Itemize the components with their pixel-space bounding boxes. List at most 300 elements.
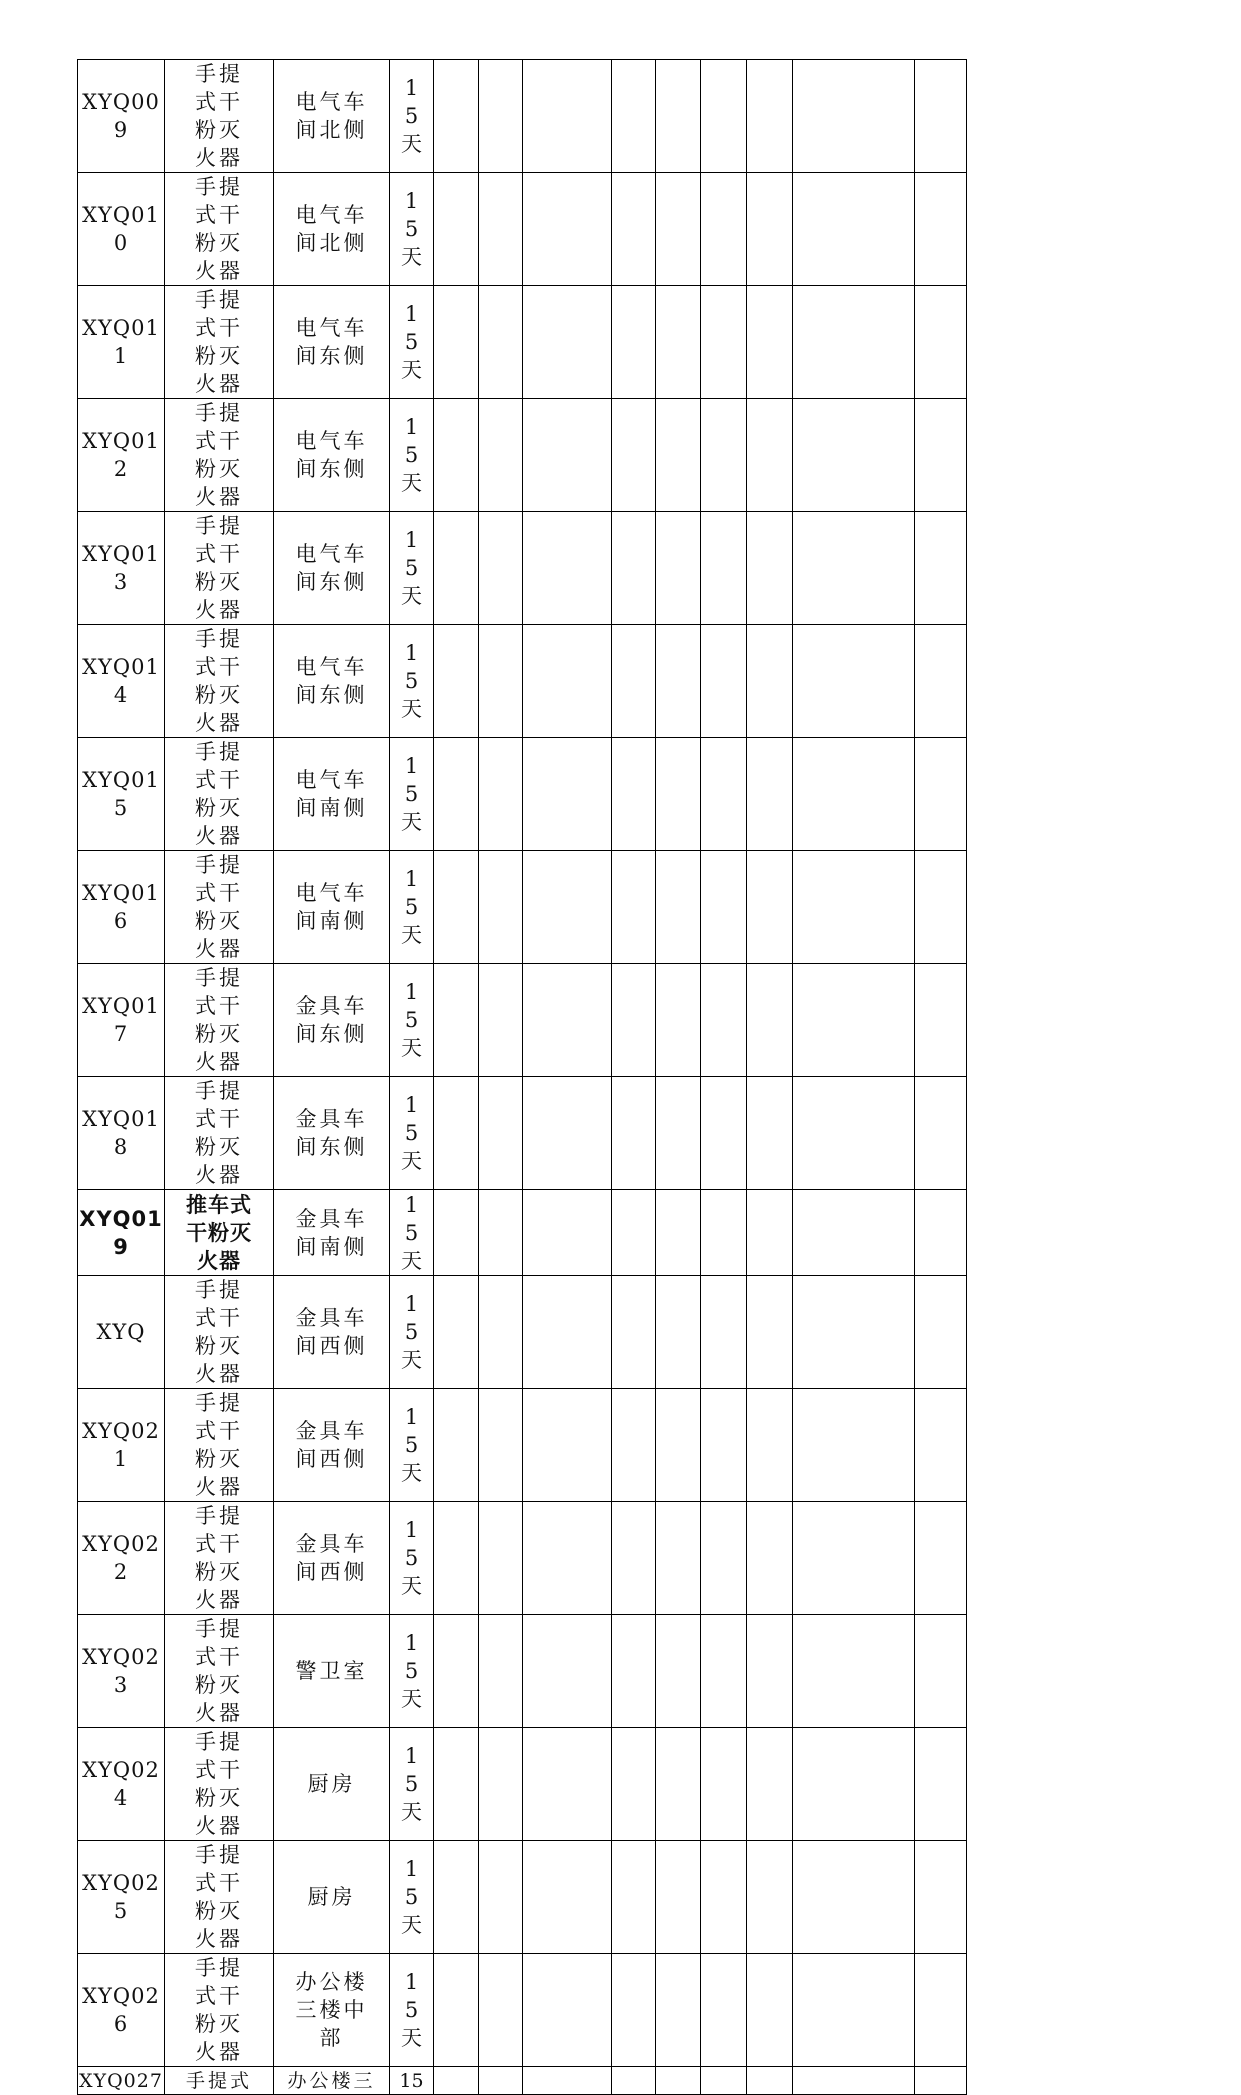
- location-cell: [274, 60, 390, 173]
- record-cell: [915, 173, 967, 286]
- inspection-period-cell-text: 15天: [401, 76, 422, 156]
- inspection-period-cell-text: 15天: [401, 1093, 422, 1173]
- record-cell: [434, 964, 479, 1077]
- extinguisher-type-cell: [165, 1954, 274, 2067]
- record-cell: [434, 60, 479, 173]
- record-cell: [479, 851, 523, 964]
- equipment-code-cell-text: XYQ025: [82, 1871, 160, 1923]
- record-cell: [701, 1502, 747, 1615]
- table-row: [78, 625, 967, 738]
- location-cell-text: 金具车间东侧: [295, 994, 368, 1046]
- inspection-period-cell: [390, 2067, 434, 2095]
- extinguisher-type-cell: [165, 1502, 274, 1615]
- equipment-code-cell-text: XYQ013: [82, 542, 160, 594]
- location-cell-text: 办公楼三: [287, 2069, 376, 2092]
- equipment-code-cell: [78, 1190, 165, 1276]
- extinguisher-type-cell: [165, 512, 274, 625]
- record-cell: [747, 1077, 793, 1190]
- record-cell: [747, 173, 793, 286]
- location-cell: [274, 1954, 390, 2067]
- record-cell: [523, 1190, 612, 1276]
- table-row: [78, 1502, 967, 1615]
- record-cell: [656, 1190, 701, 1276]
- record-cell: [479, 1841, 523, 1954]
- record-cell: [747, 1389, 793, 1502]
- location-cell-text: 电气车间北侧: [295, 90, 368, 142]
- extinguisher-type-cell: [165, 1190, 274, 1276]
- extinguisher-type-cell-text: 手提式干粉灭火器: [195, 1730, 243, 1838]
- equipment-code-cell-text: XYQ018: [82, 1107, 160, 1159]
- inspection-period-cell-text: 15天: [401, 1518, 422, 1598]
- extinguisher-type-cell-text: 推车式干粉灭火器: [186, 1192, 252, 1273]
- record-cell: [915, 1190, 967, 1276]
- record-cell: [915, 1077, 967, 1190]
- equipment-code-cell-text: XYQ019: [79, 1206, 163, 1259]
- record-cell: [793, 1954, 915, 2067]
- record-cell: [701, 1615, 747, 1728]
- record-cell: [612, 1954, 656, 2067]
- record-cell: [915, 1502, 967, 1615]
- record-cell: [479, 1077, 523, 1190]
- location-cell: [274, 399, 390, 512]
- location-cell: [274, 1077, 390, 1190]
- extinguisher-type-cell-text: 手提式干粉灭火器: [195, 1617, 243, 1725]
- record-cell: [656, 851, 701, 964]
- record-cell: [701, 738, 747, 851]
- inspection-period-cell: [390, 173, 434, 286]
- inspection-period-cell: [390, 512, 434, 625]
- table-row: [78, 286, 967, 399]
- equipment-code-cell: [78, 851, 165, 964]
- location-cell-text: 金具车间西侧: [295, 1532, 368, 1584]
- record-cell: [793, 851, 915, 964]
- record-cell: [656, 625, 701, 738]
- record-cell: [915, 1954, 967, 2067]
- table-row: [78, 1389, 967, 1502]
- record-cell: [479, 1276, 523, 1389]
- record-cell: [747, 1728, 793, 1841]
- inspection-period-cell-text: 15天: [401, 1405, 422, 1485]
- record-cell: [479, 60, 523, 173]
- extinguisher-type-cell-text: 手提式干粉灭火器: [195, 627, 243, 735]
- record-cell: [523, 625, 612, 738]
- record-cell: [612, 512, 656, 625]
- record-cell: [747, 1615, 793, 1728]
- equipment-code-cell-text: XYQ026: [82, 1984, 160, 2036]
- record-cell: [747, 512, 793, 625]
- record-cell: [479, 399, 523, 512]
- extinguisher-type-cell: [165, 1615, 274, 1728]
- inspection-period-cell: [390, 1389, 434, 1502]
- record-cell: [747, 286, 793, 399]
- inspection-period-cell: [390, 964, 434, 1077]
- record-cell: [701, 1077, 747, 1190]
- location-cell: [274, 964, 390, 1077]
- record-cell: [612, 286, 656, 399]
- record-cell: [656, 1502, 701, 1615]
- record-cell: [747, 1954, 793, 2067]
- extinguisher-type-cell-text: 手提式干粉灭火器: [195, 966, 243, 1074]
- record-cell: [701, 399, 747, 512]
- equipment-code-cell-text: XYQ027: [79, 2069, 163, 2092]
- location-cell: [274, 173, 390, 286]
- inspection-period-cell: [390, 1615, 434, 1728]
- record-cell: [701, 2067, 747, 2095]
- record-cell: [656, 2067, 701, 2095]
- record-cell: [612, 1077, 656, 1190]
- location-cell: [274, 1502, 390, 1615]
- record-cell: [612, 625, 656, 738]
- record-cell: [434, 512, 479, 625]
- extinguisher-type-cell: [165, 286, 274, 399]
- record-cell: [793, 625, 915, 738]
- record-cell: [793, 1276, 915, 1389]
- location-cell: [274, 512, 390, 625]
- equipment-code-cell: [78, 60, 165, 173]
- record-cell: [523, 173, 612, 286]
- record-cell: [747, 1841, 793, 1954]
- record-cell: [656, 1841, 701, 1954]
- equipment-code-cell-text: XYQ011: [82, 316, 160, 368]
- inspection-period-cell: [390, 738, 434, 851]
- record-cell: [793, 964, 915, 1077]
- location-cell: [274, 2067, 390, 2095]
- inspection-period-cell-text: 15天: [401, 415, 422, 495]
- equipment-code-cell-text: XYQ: [96, 1320, 146, 1344]
- equipment-code-cell-text: XYQ010: [82, 203, 160, 255]
- record-cell: [434, 286, 479, 399]
- record-cell: [915, 1389, 967, 1502]
- record-cell: [523, 1276, 612, 1389]
- extinguisher-type-cell-text: 手提式干粉灭火器: [195, 853, 243, 961]
- inspection-period-cell-text: 15天: [401, 1631, 422, 1711]
- extinguisher-type-cell: [165, 2067, 274, 2095]
- record-cell: [612, 1615, 656, 1728]
- location-cell: [274, 738, 390, 851]
- record-cell: [612, 1190, 656, 1276]
- equipment-code-cell: [78, 1502, 165, 1615]
- location-cell: [274, 625, 390, 738]
- extinguisher-type-cell: [165, 1276, 274, 1389]
- equipment-code-cell-text: XYQ023: [82, 1645, 160, 1697]
- extinguisher-type-cell-text: 手提式干粉灭火器: [195, 62, 243, 170]
- inspection-period-cell-text: 15天: [401, 1970, 422, 2050]
- equipment-code-cell-text: XYQ024: [82, 1758, 160, 1810]
- record-cell: [479, 286, 523, 399]
- record-cell: [793, 2067, 915, 2095]
- record-cell: [479, 1190, 523, 1276]
- record-cell: [656, 1077, 701, 1190]
- location-cell-text: 电气车间南侧: [295, 881, 368, 933]
- record-cell: [656, 964, 701, 1077]
- record-cell: [479, 512, 523, 625]
- table-row: [78, 1954, 967, 2067]
- record-cell: [434, 738, 479, 851]
- record-cell: [701, 1276, 747, 1389]
- record-cell: [434, 173, 479, 286]
- record-cell: [434, 1276, 479, 1389]
- extinguisher-type-cell: [165, 1841, 274, 1954]
- equipment-code-cell-text: XYQ017: [82, 994, 160, 1046]
- record-cell: [656, 1276, 701, 1389]
- record-cell: [523, 512, 612, 625]
- record-cell: [701, 1954, 747, 2067]
- record-cell: [612, 738, 656, 851]
- location-cell: [274, 1615, 390, 1728]
- record-cell: [612, 1841, 656, 1954]
- location-cell-text: 金具车间西侧: [295, 1419, 368, 1471]
- record-cell: [793, 1502, 915, 1615]
- record-cell: [747, 851, 793, 964]
- equipment-code-cell-text: XYQ012: [82, 429, 160, 481]
- inspection-period-cell-text: 15天: [401, 189, 422, 269]
- inspection-period-cell-text: 15天: [401, 1192, 422, 1273]
- record-cell: [793, 1841, 915, 1954]
- inspection-period-cell: [390, 851, 434, 964]
- location-cell: [274, 1190, 390, 1276]
- table-row: [78, 1615, 967, 1728]
- extinguisher-type-cell: [165, 738, 274, 851]
- record-cell: [479, 173, 523, 286]
- record-cell: [612, 1728, 656, 1841]
- record-cell: [523, 1077, 612, 1190]
- record-cell: [434, 1077, 479, 1190]
- location-cell-text: 金具车间南侧: [295, 1206, 368, 1259]
- record-cell: [701, 1389, 747, 1502]
- record-cell: [915, 1276, 967, 1389]
- location-cell-text: 电气车间南侧: [295, 768, 368, 820]
- inspection-period-cell: [390, 1077, 434, 1190]
- record-cell: [434, 1841, 479, 1954]
- record-cell: [915, 738, 967, 851]
- record-cell: [793, 1190, 915, 1276]
- record-cell: [747, 2067, 793, 2095]
- record-cell: [479, 1615, 523, 1728]
- record-cell: [656, 1954, 701, 2067]
- record-cell: [793, 1077, 915, 1190]
- record-cell: [612, 173, 656, 286]
- inspection-period-cell: [390, 286, 434, 399]
- record-cell: [434, 1954, 479, 2067]
- equipment-code-cell: [78, 1954, 165, 2067]
- extinguisher-type-cell-text: 手提式干粉灭火器: [195, 288, 243, 396]
- inspection-table: [77, 59, 967, 2095]
- record-cell: [656, 286, 701, 399]
- extinguisher-type-cell: [165, 1389, 274, 1502]
- record-cell: [793, 1389, 915, 1502]
- equipment-code-cell: [78, 1276, 165, 1389]
- record-cell: [523, 1954, 612, 2067]
- location-cell-text: 电气车间北侧: [295, 203, 368, 255]
- extinguisher-type-cell-text: 手提式干粉灭火器: [195, 1504, 243, 1612]
- extinguisher-type-cell-text: 手提式干粉灭火器: [195, 1843, 243, 1951]
- extinguisher-type-cell: [165, 851, 274, 964]
- location-cell: [274, 1276, 390, 1389]
- record-cell: [479, 1389, 523, 1502]
- record-cell: [747, 1276, 793, 1389]
- equipment-code-cell-text: XYQ009: [82, 90, 160, 142]
- location-cell: [274, 286, 390, 399]
- record-cell: [523, 1841, 612, 1954]
- table-row: [78, 2067, 967, 2095]
- record-cell: [612, 964, 656, 1077]
- record-cell: [793, 1615, 915, 1728]
- record-cell: [701, 625, 747, 738]
- equipment-code-cell: [78, 964, 165, 1077]
- record-cell: [915, 2067, 967, 2095]
- equipment-code-cell-text: XYQ015: [82, 768, 160, 820]
- location-cell-text: 电气车间东侧: [295, 429, 368, 481]
- location-cell: [274, 851, 390, 964]
- record-cell: [434, 399, 479, 512]
- record-cell: [915, 1615, 967, 1728]
- record-cell: [747, 60, 793, 173]
- inspection-period-cell: [390, 1954, 434, 2067]
- record-cell: [747, 625, 793, 738]
- equipment-code-cell: [78, 738, 165, 851]
- record-cell: [612, 1389, 656, 1502]
- record-cell: [479, 738, 523, 851]
- equipment-code-cell: [78, 173, 165, 286]
- record-cell: [656, 399, 701, 512]
- record-cell: [656, 1389, 701, 1502]
- extinguisher-type-cell: [165, 1728, 274, 1841]
- record-cell: [915, 286, 967, 399]
- record-cell: [701, 512, 747, 625]
- record-cell: [701, 1190, 747, 1276]
- table-row: [78, 60, 967, 173]
- record-cell: [793, 512, 915, 625]
- location-cell-text: 金具车间西侧: [295, 1306, 368, 1358]
- equipment-code-cell-text: XYQ014: [82, 655, 160, 707]
- extinguisher-type-cell-text: 手提式干粉灭火器: [195, 740, 243, 848]
- record-cell: [612, 1276, 656, 1389]
- extinguisher-type-cell-text: 手提式干粉灭火器: [195, 1956, 243, 2064]
- table-row: [78, 1190, 967, 1276]
- table-row: [78, 1276, 967, 1389]
- inspection-period-cell-text: 15天: [401, 1857, 422, 1937]
- record-cell: [915, 512, 967, 625]
- location-cell-text: 金具车间东侧: [295, 1107, 368, 1159]
- inspection-period-cell: [390, 1841, 434, 1954]
- extinguisher-type-cell-text: 手提式: [186, 2069, 253, 2092]
- record-cell: [479, 2067, 523, 2095]
- equipment-code-cell-text: XYQ021: [82, 1419, 160, 1471]
- record-cell: [656, 512, 701, 625]
- inspection-period-cell-text: 15: [399, 2069, 424, 2092]
- record-cell: [523, 1728, 612, 1841]
- record-cell: [701, 173, 747, 286]
- record-cell: [612, 399, 656, 512]
- record-cell: [701, 286, 747, 399]
- record-cell: [479, 1502, 523, 1615]
- record-cell: [793, 173, 915, 286]
- record-cell: [747, 399, 793, 512]
- location-cell: [274, 1841, 390, 1954]
- table-row: [78, 1077, 967, 1190]
- equipment-code-cell: [78, 1077, 165, 1190]
- record-cell: [793, 399, 915, 512]
- record-cell: [793, 286, 915, 399]
- record-cell: [915, 851, 967, 964]
- record-cell: [479, 625, 523, 738]
- table-row: [78, 399, 967, 512]
- location-cell-text: 警卫室: [295, 1659, 368, 1683]
- table-row: [78, 173, 967, 286]
- record-cell: [612, 60, 656, 173]
- equipment-code-cell: [78, 512, 165, 625]
- record-cell: [793, 738, 915, 851]
- equipment-code-cell: [78, 286, 165, 399]
- inspection-period-cell-text: 15天: [401, 302, 422, 382]
- table-row: [78, 738, 967, 851]
- location-cell-text: 厨房: [307, 1885, 356, 1909]
- record-cell: [434, 1502, 479, 1615]
- inspection-period-cell: [390, 1190, 434, 1276]
- record-cell: [523, 1502, 612, 1615]
- inspection-period-cell-text: 15天: [401, 867, 422, 947]
- extinguisher-type-cell-text: 手提式干粉灭火器: [195, 1391, 243, 1499]
- record-cell: [434, 1728, 479, 1841]
- record-cell: [701, 60, 747, 173]
- location-cell-text: 厨房: [307, 1772, 356, 1796]
- extinguisher-type-cell: [165, 399, 274, 512]
- equipment-code-cell: [78, 1615, 165, 1728]
- inspection-period-cell: [390, 1276, 434, 1389]
- record-cell: [747, 1502, 793, 1615]
- equipment-code-cell: [78, 1389, 165, 1502]
- extinguisher-type-cell-text: 手提式干粉灭火器: [195, 1278, 243, 1386]
- table-row: [78, 1728, 967, 1841]
- equipment-code-cell: [78, 1841, 165, 1954]
- record-cell: [523, 2067, 612, 2095]
- inspection-period-cell: [390, 625, 434, 738]
- record-cell: [523, 1615, 612, 1728]
- equipment-code-cell: [78, 625, 165, 738]
- record-cell: [523, 286, 612, 399]
- record-cell: [747, 738, 793, 851]
- location-cell: [274, 1389, 390, 1502]
- location-cell-text: 办公楼三楼中部: [295, 1970, 368, 2050]
- record-cell: [434, 625, 479, 738]
- location-cell-text: 电气车间东侧: [295, 316, 368, 368]
- record-cell: [915, 1841, 967, 1954]
- extinguisher-type-cell-text: 手提式干粉灭火器: [195, 401, 243, 509]
- equipment-code-cell-text: XYQ022: [82, 1532, 160, 1584]
- record-cell: [434, 1389, 479, 1502]
- inspection-period-cell-text: 15天: [401, 528, 422, 608]
- record-cell: [479, 1954, 523, 2067]
- record-cell: [656, 1728, 701, 1841]
- record-cell: [434, 1190, 479, 1276]
- record-cell: [915, 625, 967, 738]
- record-cell: [523, 964, 612, 1077]
- record-cell: [915, 1728, 967, 1841]
- table-row: [78, 964, 967, 1077]
- extinguisher-type-cell: [165, 625, 274, 738]
- record-cell: [656, 173, 701, 286]
- inspection-period-cell: [390, 1502, 434, 1615]
- inspection-period-cell: [390, 1728, 434, 1841]
- record-cell: [656, 1615, 701, 1728]
- inspection-period-cell-text: 15天: [401, 1744, 422, 1824]
- location-cell-text: 电气车间东侧: [295, 655, 368, 707]
- record-cell: [523, 738, 612, 851]
- record-cell: [434, 851, 479, 964]
- record-cell: [747, 964, 793, 1077]
- record-cell: [701, 851, 747, 964]
- inspection-period-cell-text: 15天: [401, 1292, 422, 1372]
